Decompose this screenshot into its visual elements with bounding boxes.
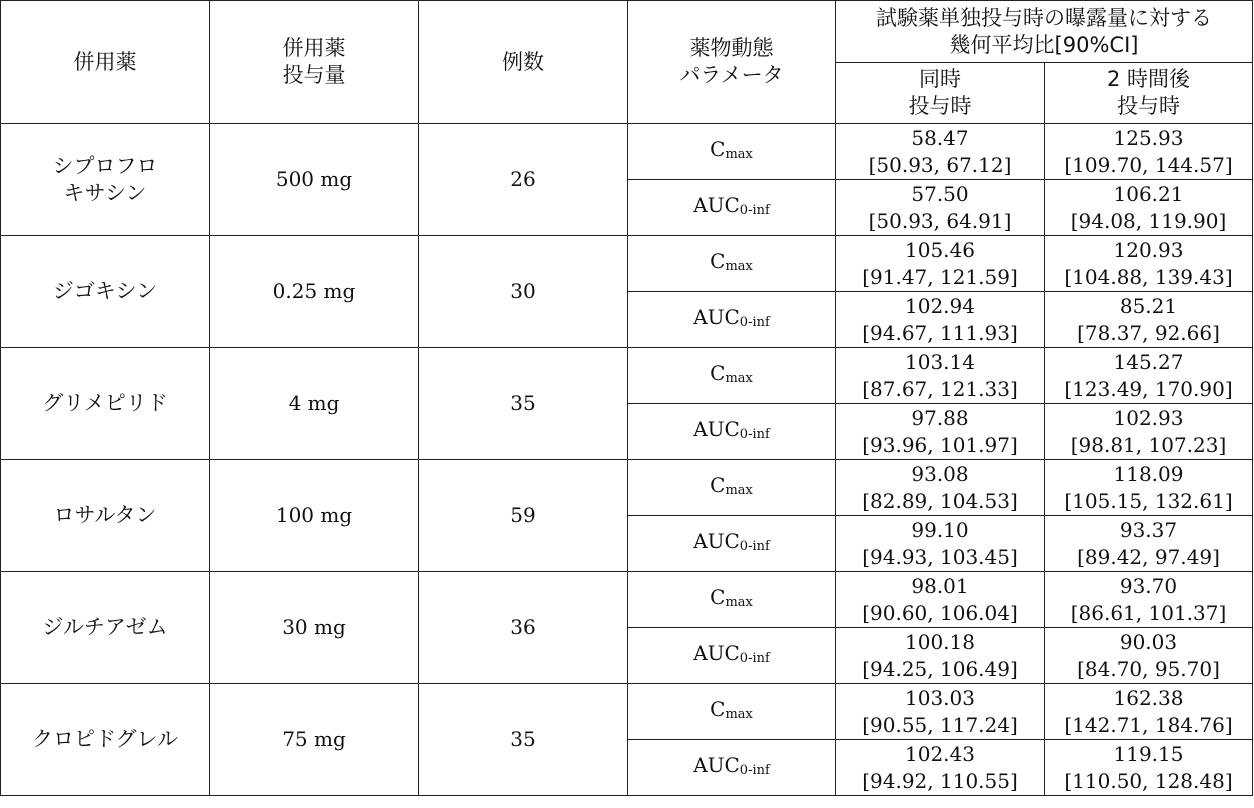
- drug-dose: 30 mg: [210, 572, 419, 684]
- param-cmax-sub: max: [725, 370, 753, 386]
- param-auc-sub: 0-inf: [739, 538, 770, 554]
- subject-count: 30: [419, 236, 628, 348]
- param-auc-main: AUC: [693, 416, 740, 441]
- header-drug: 併用薬: [1, 1, 210, 124]
- param-auc: [628, 516, 836, 572]
- param-auc: [628, 180, 836, 236]
- param-cmax-sub: max: [725, 594, 753, 610]
- header-after-2h: 2 時間後 投与時: [1045, 63, 1253, 124]
- header-param: 薬物動態 パラメータ: [628, 1, 836, 124]
- param-cmax-sub: max: [725, 258, 753, 274]
- param-auc-main: AUC: [693, 640, 740, 665]
- param-cmax: [628, 124, 836, 180]
- param-auc-sub: 0-inf: [739, 202, 770, 218]
- auc-simultaneous: 102.43 [94.92, 110.55]: [836, 740, 1045, 796]
- cmax-simultaneous: 103.14 [87.67, 121.33]: [836, 348, 1045, 404]
- param-auc: [628, 292, 836, 348]
- subject-count: 36: [419, 572, 628, 684]
- param-auc: [628, 628, 836, 684]
- cmax-simultaneous: 105.46 [91.47, 121.59]: [836, 236, 1045, 292]
- table-row: [1, 572, 1253, 628]
- param-cmax: [628, 684, 836, 740]
- param-auc: [628, 404, 836, 460]
- cmax-after-2h: 162.38 [142.71, 184.76]: [1045, 684, 1253, 740]
- drug-name: ジルチアゼム: [1, 572, 210, 684]
- auc-simultaneous: 100.18 [94.25, 106.49]: [836, 628, 1045, 684]
- param-cmax-main: C: [710, 472, 726, 497]
- param-cmax-sub: max: [725, 706, 753, 722]
- cmax-after-2h: 118.09 [105.15, 132.61]: [1045, 460, 1253, 516]
- param-cmax-sub: max: [725, 146, 753, 162]
- drug-name: ジゴキシン: [1, 236, 210, 348]
- drug-dose: 4 mg: [210, 348, 419, 460]
- table-row: [1, 348, 1253, 404]
- param-cmax-main: C: [710, 360, 726, 385]
- header-ratio: 試験薬単独投与時の曝露量に対する 幾何平均比[90%CI]: [836, 1, 1253, 63]
- cmax-simultaneous: 58.47 [50.93, 67.12]: [836, 124, 1045, 180]
- table-row: [1, 460, 1253, 516]
- table-body: [1, 124, 1253, 796]
- param-cmax: [628, 236, 836, 292]
- cmax-simultaneous: 98.01 [90.60, 106.04]: [836, 572, 1045, 628]
- param-auc-sub: 0-inf: [739, 314, 770, 330]
- param-auc-main: AUC: [693, 192, 740, 217]
- auc-after-2h: 93.37 [89.42, 97.49]: [1045, 516, 1253, 572]
- drug-dose: 500 mg: [210, 124, 419, 236]
- param-auc-sub: 0-inf: [739, 426, 770, 442]
- param-auc-main: AUC: [693, 528, 740, 553]
- param-cmax-sub: max: [725, 482, 753, 498]
- param-auc-sub: 0-inf: [739, 762, 770, 778]
- auc-after-2h: 102.93 [98.81, 107.23]: [1045, 404, 1253, 460]
- table-row: [1, 684, 1253, 740]
- drug-name: ロサルタン: [1, 460, 210, 572]
- auc-simultaneous: 57.50 [50.93, 64.91]: [836, 180, 1045, 236]
- cmax-simultaneous: 93.08 [82.89, 104.53]: [836, 460, 1045, 516]
- header-simultaneous: 同時 投与時: [836, 63, 1045, 124]
- param-auc: [628, 740, 836, 796]
- auc-simultaneous: 99.10 [94.93, 103.45]: [836, 516, 1045, 572]
- drug-name: グリメピリド: [1, 348, 210, 460]
- subject-count: 26: [419, 124, 628, 236]
- auc-after-2h: 106.21 [94.08, 119.90]: [1045, 180, 1253, 236]
- drug-name: クロピドグレル: [1, 684, 210, 796]
- param-cmax: [628, 572, 836, 628]
- cmax-after-2h: 125.93 [109.70, 144.57]: [1045, 124, 1253, 180]
- param-cmax-main: C: [710, 696, 726, 721]
- param-cmax-main: C: [710, 584, 726, 609]
- auc-after-2h: 119.15 [110.50, 128.48]: [1045, 740, 1253, 796]
- drug-dose: 100 mg: [210, 460, 419, 572]
- param-auc-main: AUC: [693, 752, 740, 777]
- cmax-after-2h: 120.93 [104.88, 139.43]: [1045, 236, 1253, 292]
- auc-simultaneous: 102.94 [94.67, 111.93]: [836, 292, 1045, 348]
- auc-after-2h: 90.03 [84.70, 95.70]: [1045, 628, 1253, 684]
- subject-count: 35: [419, 684, 628, 796]
- cmax-simultaneous: 103.03 [90.55, 117.24]: [836, 684, 1045, 740]
- header-dose: 併用薬 投与量: [210, 1, 419, 124]
- param-cmax-main: C: [710, 248, 726, 273]
- drug-dose: 0.25 mg: [210, 236, 419, 348]
- param-auc-main: AUC: [693, 304, 740, 329]
- cmax-after-2h: 93.70 [86.61, 101.37]: [1045, 572, 1253, 628]
- subject-count: 59: [419, 460, 628, 572]
- table-row: [1, 236, 1253, 292]
- param-cmax: [628, 348, 836, 404]
- header-n: 例数: [419, 1, 628, 124]
- subject-count: 35: [419, 348, 628, 460]
- table-row: [1, 124, 1253, 180]
- drug-dose: 75 mg: [210, 684, 419, 796]
- param-cmax: [628, 460, 836, 516]
- drug-name: シプロフロ キサシン: [1, 124, 210, 236]
- param-cmax-main: C: [710, 136, 726, 161]
- auc-after-2h: 85.21 [78.37, 92.66]: [1045, 292, 1253, 348]
- cmax-after-2h: 145.27 [123.49, 170.90]: [1045, 348, 1253, 404]
- param-auc-sub: 0-inf: [739, 650, 770, 666]
- auc-simultaneous: 97.88 [93.96, 101.97]: [836, 404, 1045, 460]
